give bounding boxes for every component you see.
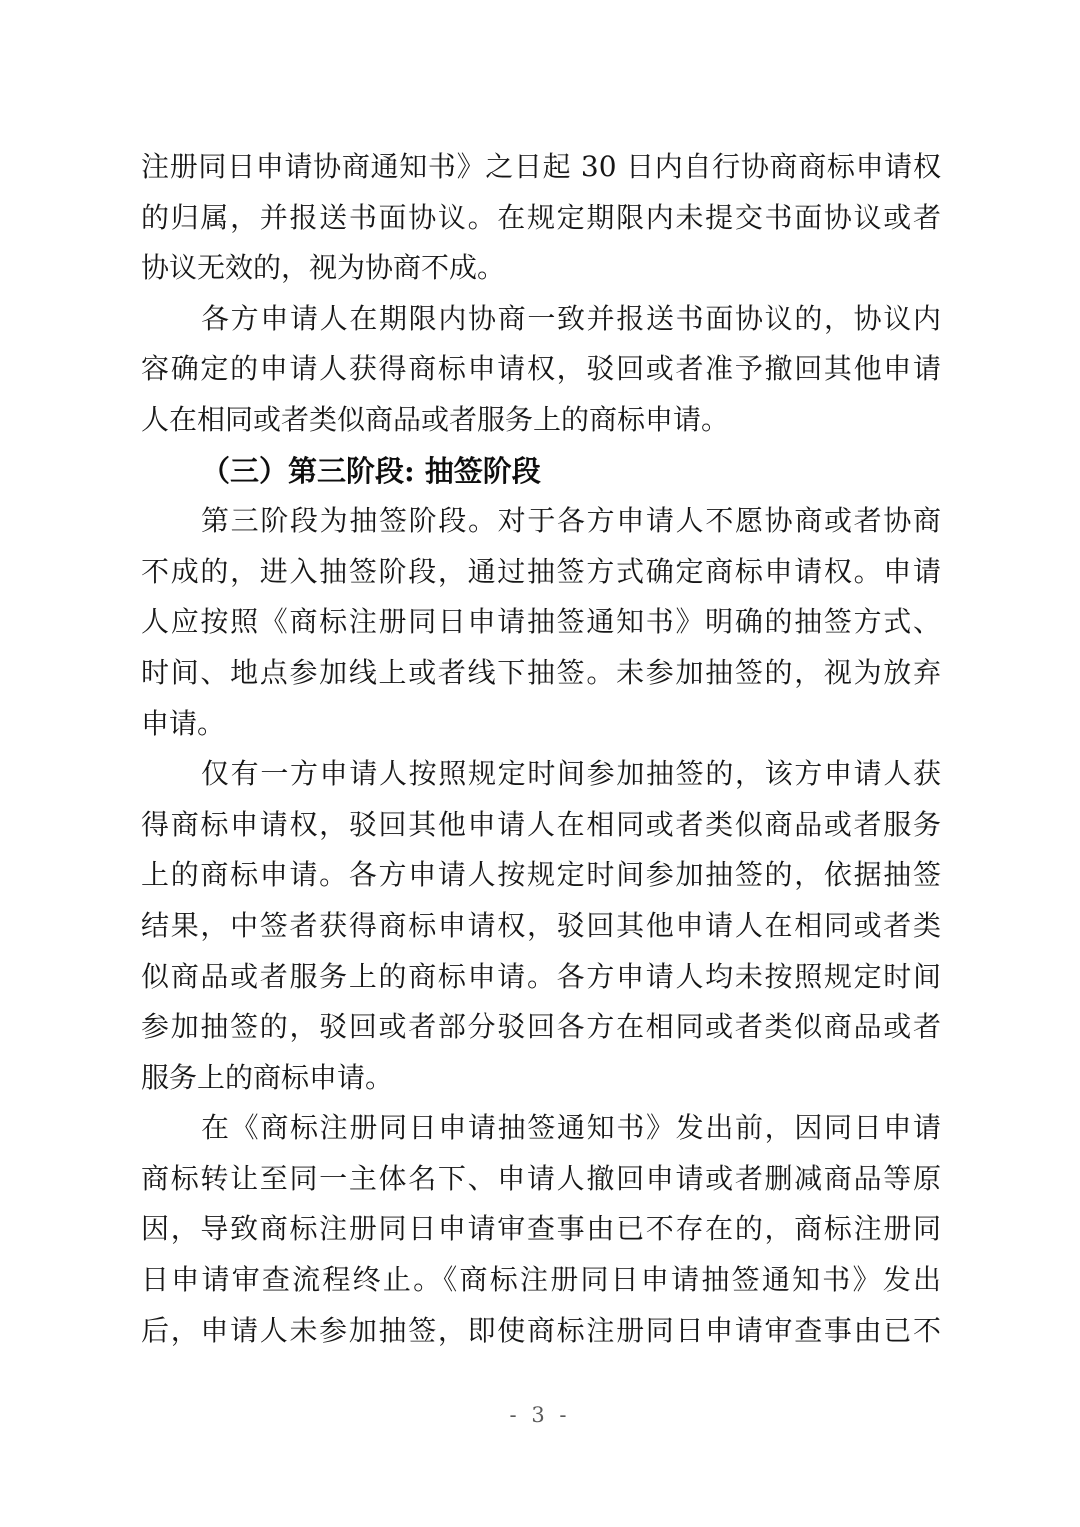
text-line: 时间、地点参加线上或者线下抽签。未参加抽签的，视为放弃 xyxy=(141,655,941,689)
text-line: 各方申请人在期限内协商一致并报送书面协议的，协议内 xyxy=(201,301,941,335)
text-line: 的归属，并报送书面协议。在规定期限内未提交书面协议或者 xyxy=(141,200,941,234)
text-line: 日申请审查流程终止。《商标注册同日申请抽签通知书》发出 xyxy=(141,1263,941,1297)
text-line: 人应按照《商标注册同日申请抽签通知书》明确的抽签方式、 xyxy=(141,605,941,639)
text-line: 参加抽签的，驳回或者部分驳回各方在相同或者类似商品或者 xyxy=(141,1010,941,1044)
text-line: 上的商标申请。各方申请人按规定时间参加抽签的，依据抽签 xyxy=(141,858,941,892)
text-line: 仅有一方申请人按照规定时间参加抽签的，该方申请人获 xyxy=(201,757,941,791)
text-line: 结果，中签者获得商标申请权，驳回其他申请人在相同或者类 xyxy=(141,908,941,942)
text-line: 容确定的申请人获得商标申请权，驳回或者准予撤回其他申请 xyxy=(141,352,941,386)
text-line: 似商品或者服务上的商标申请。各方申请人均未按照规定时间 xyxy=(141,959,941,993)
text-line: 得商标申请权，驳回其他申请人在相同或者类似商品或者服务 xyxy=(141,807,941,841)
section-heading: （三）第三阶段: 抽签阶段 xyxy=(201,453,541,488)
text-line: 在《商标注册同日申请抽签通知书》发出前，因同日申请 xyxy=(201,1111,941,1145)
document-text-block xyxy=(141,142,941,1356)
text-line: 不成的，进入抽签阶段，通过抽签方式确定商标申请权。申请 xyxy=(141,554,941,588)
text-line: 注册同日申请协商通知书》之日起 30 日内自行协商商标申请权 xyxy=(141,150,941,183)
text-line: 因，导致商标注册同日申请审查事由已不存在的，商标注册同 xyxy=(141,1212,941,1246)
text-line: 后，申请人未参加抽签，即使商标注册同日申请审查事由已不 xyxy=(141,1313,941,1347)
text-line: 商标转让至同一主体名下、申请人撤回申请或者删减商品等原 xyxy=(141,1161,941,1195)
text-line: 协议无效的，视为协商不成。 xyxy=(141,251,506,285)
page-number: - 3 - xyxy=(509,1403,571,1427)
text-line: 第三阶段为抽签阶段。对于各方申请人不愿协商或者协商 xyxy=(201,504,941,538)
text-line: 申请。 xyxy=(141,706,226,740)
text-line: 服务上的商标申请。 xyxy=(141,1060,394,1094)
text-line: 人在相同或者类似商品或者服务上的商标申请。 xyxy=(141,402,730,436)
